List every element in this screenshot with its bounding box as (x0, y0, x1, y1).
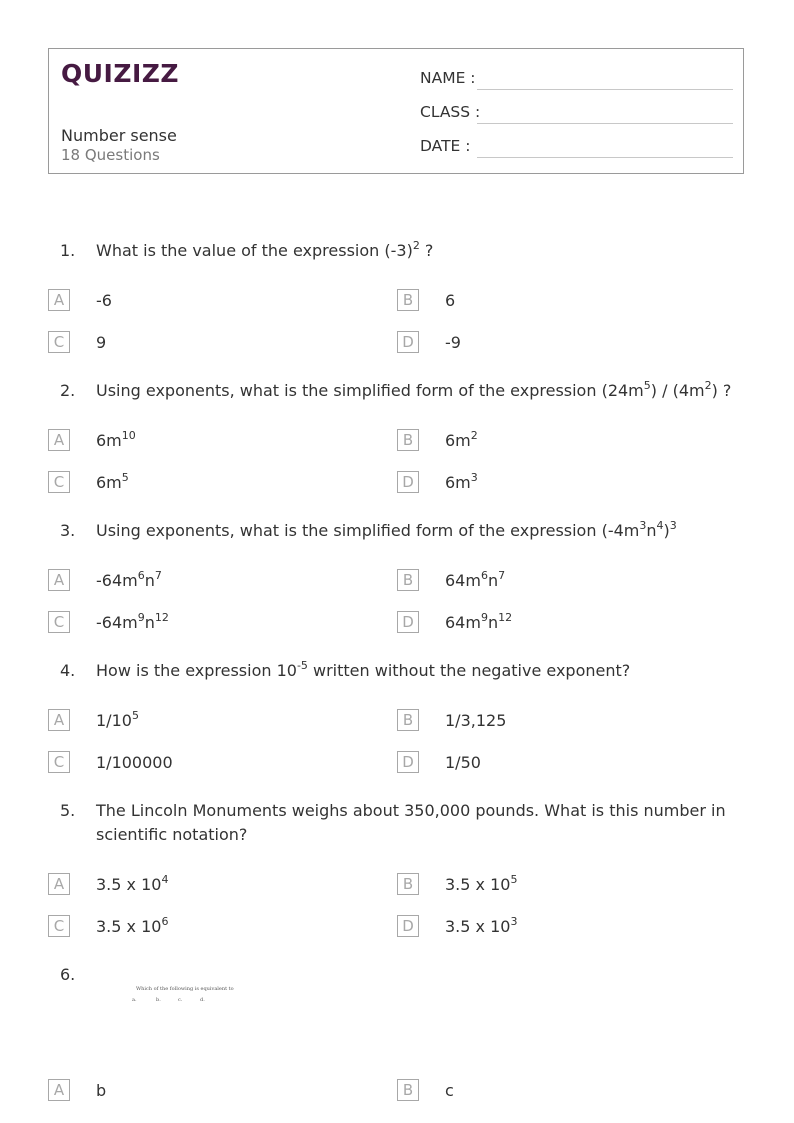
option-c-text: $-64m^9n^{12}$ (96, 611, 169, 632)
class-line[interactable] (477, 123, 733, 124)
option-d-box[interactable]: D (397, 915, 419, 937)
option-b-box[interactable]: B (397, 429, 419, 451)
question-text: How is the expression $10^{-5}$ written without the negative exponent? (96, 659, 631, 680)
option-b-box[interactable]: B (397, 569, 419, 591)
option-a-box[interactable]: A (48, 289, 70, 311)
option-b-text: 1/3,125 (445, 711, 507, 730)
worksheet-header (48, 48, 744, 174)
option-d-box[interactable]: D (397, 471, 419, 493)
option-a-text: $6m^{10}$ (96, 429, 136, 450)
question-text: Using exponents, what is the simplified form of the expression $(24m^5) / (4m^2)$ ? (96, 379, 732, 400)
question-image-choice-d: d. (200, 997, 205, 1003)
question-count: 18 Questions (61, 146, 160, 164)
option-b-text: 3.5 x $10^5$ (445, 873, 518, 894)
option-c-box[interactable]: C (48, 751, 70, 773)
option-c-text: $6m^5$ (96, 471, 129, 492)
name-line[interactable] (477, 89, 733, 90)
option-b-text: $64m^6n^7$ (445, 569, 506, 590)
option-a-box[interactable]: A (48, 569, 70, 591)
option-c-text: 9 (96, 333, 107, 352)
option-a-text: -6 (96, 291, 112, 310)
option-c-box[interactable]: C (48, 915, 70, 937)
option-d-box[interactable]: D (397, 751, 419, 773)
option-b-box[interactable]: B (397, 289, 419, 311)
question-number: 3. (60, 521, 76, 540)
option-b-text: $6m^2$ (445, 429, 478, 450)
question-image-choice-a: a. (132, 997, 137, 1003)
option-d-text: -9 (445, 333, 461, 352)
question-image (132, 986, 234, 1006)
date-label: DATE : (420, 137, 471, 155)
option-b-text: 6 (445, 291, 456, 310)
option-a-box[interactable]: A (48, 429, 70, 451)
question-image-text: Which of the following is equivalent to (136, 986, 234, 992)
option-d-text: 1/50 (445, 753, 481, 772)
option-a-text: 3.5 x $10^4$ (96, 873, 169, 894)
option-a-text: $1/10^5$ (96, 709, 139, 730)
question-text: What is the value of the expression $(-3)^2$ ? (96, 239, 434, 260)
option-a-text: b (96, 1081, 107, 1100)
option-b-box[interactable]: B (397, 709, 419, 731)
worksheet-title: Number sense (61, 126, 177, 145)
option-a-box[interactable]: A (48, 709, 70, 731)
name-label: NAME : (420, 69, 476, 87)
question-number: 6. (60, 965, 76, 984)
question-number: 1. (60, 241, 76, 260)
option-c-text: 1/100000 (96, 753, 173, 772)
question-image-choice-b: b. (156, 997, 161, 1003)
option-c-box[interactable]: C (48, 331, 70, 353)
option-c-text: 3.5 x $10^6$ (96, 915, 169, 936)
question-number: 2. (60, 381, 76, 400)
option-d-text: 3.5 x $10^3$ (445, 915, 518, 936)
option-c-box[interactable]: C (48, 611, 70, 633)
option-a-box[interactable]: A (48, 873, 70, 895)
option-b-box[interactable]: B (397, 1079, 419, 1101)
date-line[interactable] (477, 157, 733, 158)
option-a-text: $-64m^6n^7$ (96, 569, 162, 590)
question-image-choice-c: c. (178, 997, 183, 1003)
option-a-box[interactable]: A (48, 1079, 70, 1101)
quizizz-logo: QUIZIZZ (61, 59, 180, 88)
question-number: 4. (60, 661, 76, 680)
option-b-box[interactable]: B (397, 873, 419, 895)
option-d-box[interactable]: D (397, 611, 419, 633)
option-b-text: c (445, 1081, 454, 1100)
option-d-text: $6m^3$ (445, 471, 478, 492)
option-d-box[interactable]: D (397, 331, 419, 353)
question-text: Using exponents, what is the simplified form of the expression $(-4m^3n^4)^3$ (96, 519, 677, 540)
option-d-text: $64m^9n^{12}$ (445, 611, 513, 632)
question-text: The Lincoln Monuments weighs about 350,000 pounds. What is this number in scientific notation? (96, 801, 726, 844)
class-label: CLASS : (420, 103, 481, 121)
option-c-box[interactable]: C (48, 471, 70, 493)
question-number: 5. (60, 801, 76, 820)
